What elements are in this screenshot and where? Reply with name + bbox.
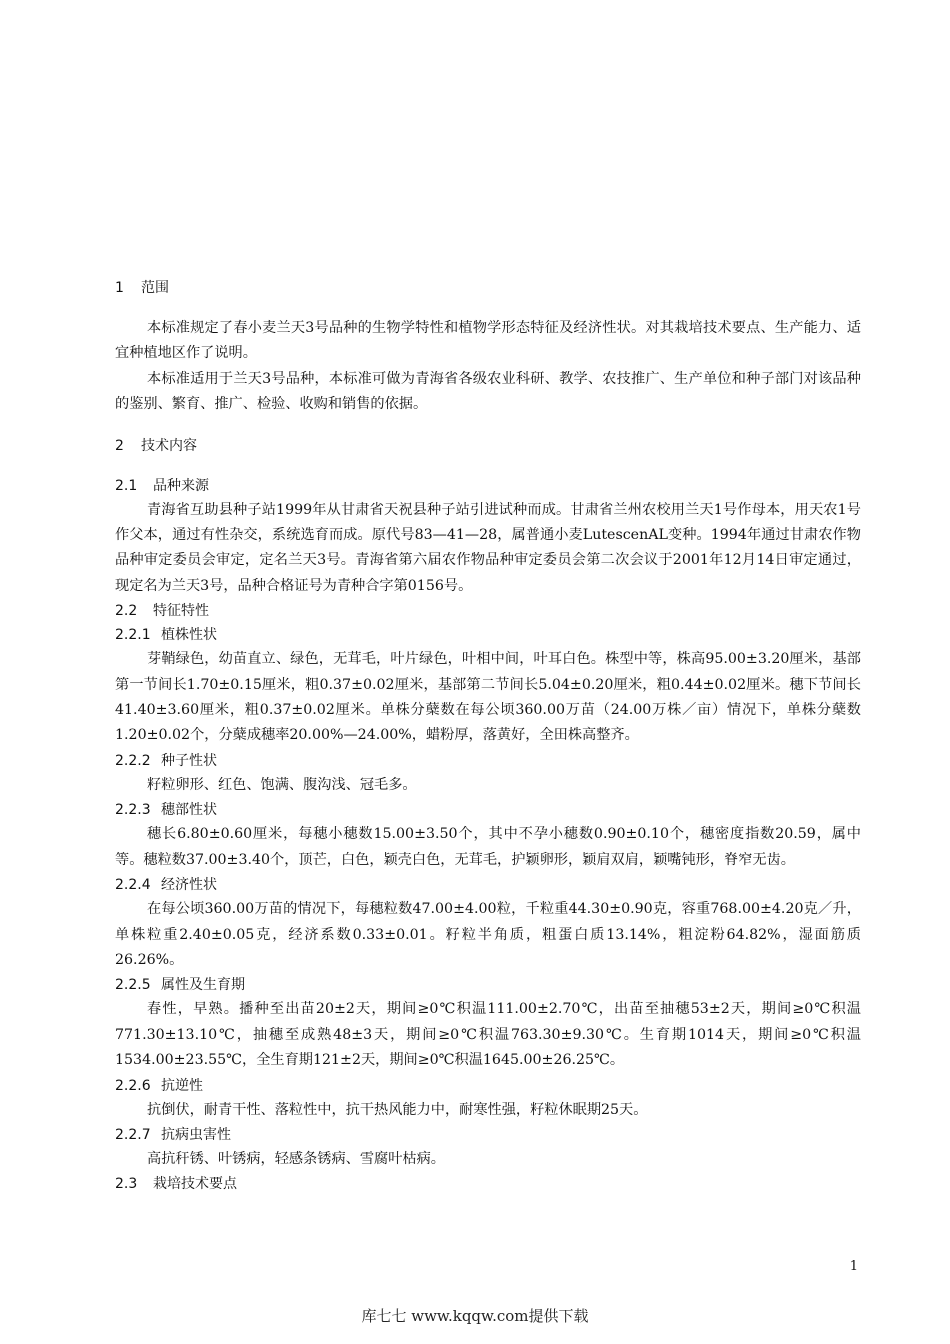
- subsection-title: 属性及生育期: [161, 977, 245, 994]
- paragraph: 本标准规定了春小麦兰天3号品种的生物学特性和植物学形态特征及经济性状。对其栽培技术要点、生产能力、适宜种植地区作了说明。: [115, 320, 861, 362]
- paragraph: 芽鞘绿色，幼苗直立、绿色，无茸毛，叶片绿色，叶相中间，叶耳白色。株型中等，株高95.00±3.20厘米，基部第一节间长1.70±0.15厘米，粗0.37±0.02厘米，基部第二节间长5.04±0.20厘米，粗0.44±0.02厘米。穗下节间长41.40±3.60厘米，粗0.37±0.02厘米。单株分蘖数在每公顷360.00万苗（24.00万株／亩）情况下，单株分蘖数1.20±0.02个，分蘖成穗率20.00%—24.00%，蜡粉厚，落黄好，全田株高整齐。: [115, 651, 861, 744]
- subsection-title: 特征特性: [153, 603, 209, 620]
- subsection-heading: [115, 873, 861, 897]
- subsection-number: 2.3: [115, 1176, 138, 1193]
- download-footer: 库七七 www.kqqw.com提供下载: [361, 1307, 589, 1325]
- section-number: 2: [115, 437, 124, 454]
- paragraph: 抗倒伏，耐青干性、落粒性中，抗干热风能力中，耐寒性强，籽粒休眠期25天。: [147, 1101, 648, 1118]
- document-body: [115, 276, 861, 1196]
- subsection-number: 2.2.3: [115, 802, 151, 819]
- subsection-title: 抗病虫害性: [161, 1126, 231, 1143]
- paragraph: 青海省互助县种子站1999年从甘肃省天祝县种子站引进试种而成。甘肃省兰州农校用兰天1号作母本，用天农1号作父本，通过有性杂交，系统选育而成。原代号83—41—28，属普通小麦LutescenAL变种。1994年通过甘肃农作物品种审定委员会审定，定名兰天3号。青海省第六届农作物品种审定委员会第二次会议于2001年12月14日审定通过，现定名为兰天3号，品种合格证号为青种合字第0156号。: [115, 501, 861, 594]
- paragraph: 春性，早熟。播种至出苗20±2天，期间≥0℃积温111.00±2.70℃，出苗至抽穗53±2天，期间≥0℃积温771.30±13.10℃，抽穗至成熟48±3天，期间≥0℃积温763.30±9.30℃。生育期1014天，期间≥0℃积温1534.00±23.55℃，全生育期121±2天，期间≥0℃积温1645.00±26.25℃。: [115, 1001, 861, 1069]
- subsection-number: 2.2.2: [115, 752, 151, 769]
- section-heading-technical-content: [115, 434, 861, 458]
- paragraph: 本标准适用于兰天3号品种，本标准可做为青海省各级农业科研、教学、农技推广、生产单位和种子部门对该品种的鉴别、繁育、推广、检验、收购和销售的依据。: [115, 370, 861, 413]
- subsection-number: 2.2.4: [115, 877, 151, 894]
- subsection-title: 抗逆性: [161, 1077, 203, 1094]
- subsection-title: 栽培技术要点: [153, 1176, 237, 1193]
- paragraph: 穗长6.80±0.60厘米，每穗小穗数15.00±3.50个，其中不孕小穗数0.90±0.10个，穗密度指数20.59，属中等。穗粒数37.00±3.40个，顶芒，白色，颖壳白色，无茸毛，护颖卵形，颖肩双肩，颖嘴钝形，脊窄无齿。: [115, 826, 861, 868]
- subsection-number: 2.2.1: [115, 627, 151, 644]
- subsection-heading: [115, 749, 861, 773]
- section-heading-scope: [115, 276, 861, 300]
- subsection-heading: [115, 1074, 861, 1098]
- paragraph: 高抗秆锈、叶锈病，轻感条锈病、雪腐叶枯病。: [147, 1150, 445, 1167]
- subsection-heading: [115, 623, 861, 647]
- subsection-title: 穗部性状: [161, 802, 217, 819]
- subsection-heading: [115, 1172, 861, 1196]
- subsection-number: 2.1: [115, 477, 138, 494]
- paragraph: 籽粒卵形、红色、饱满、腹沟浅、冠毛多。: [147, 776, 417, 793]
- subsection-number: 2.2.5: [115, 977, 151, 994]
- subsection-title: 植株性状: [161, 627, 217, 644]
- subsection-heading: [115, 973, 861, 997]
- section-title: 技术内容: [141, 437, 197, 454]
- section-number: 1: [115, 280, 124, 296]
- subsection-number: 2.2.7: [115, 1126, 151, 1143]
- subsection-number: 2.2: [115, 603, 138, 620]
- subsection-title: 经济性状: [161, 877, 217, 894]
- subsection-number: 2.2.6: [115, 1077, 151, 1094]
- subsection-heading: [115, 798, 861, 822]
- page-number: 1: [849, 1259, 858, 1274]
- section-title: 范围: [141, 280, 169, 296]
- subsection-heading: [115, 1123, 861, 1147]
- subsection-title: 品种来源: [153, 477, 209, 494]
- subsection-title: 种子性状: [161, 752, 217, 769]
- subsection-heading: [115, 599, 861, 623]
- subsection-heading: [115, 474, 861, 498]
- paragraph: 在每公顷360.00万苗的情况下，每穗粒数47.00±4.00粒，千粒重44.30±0.90克，容重768.00±4.20克／升，单株粒重2.40±0.05克，经济系数0.33±0.01。籽粒半角质，粗蛋白质13.14%，粗淀粉64.82%，湿面筋质26.26%。: [115, 901, 861, 968]
